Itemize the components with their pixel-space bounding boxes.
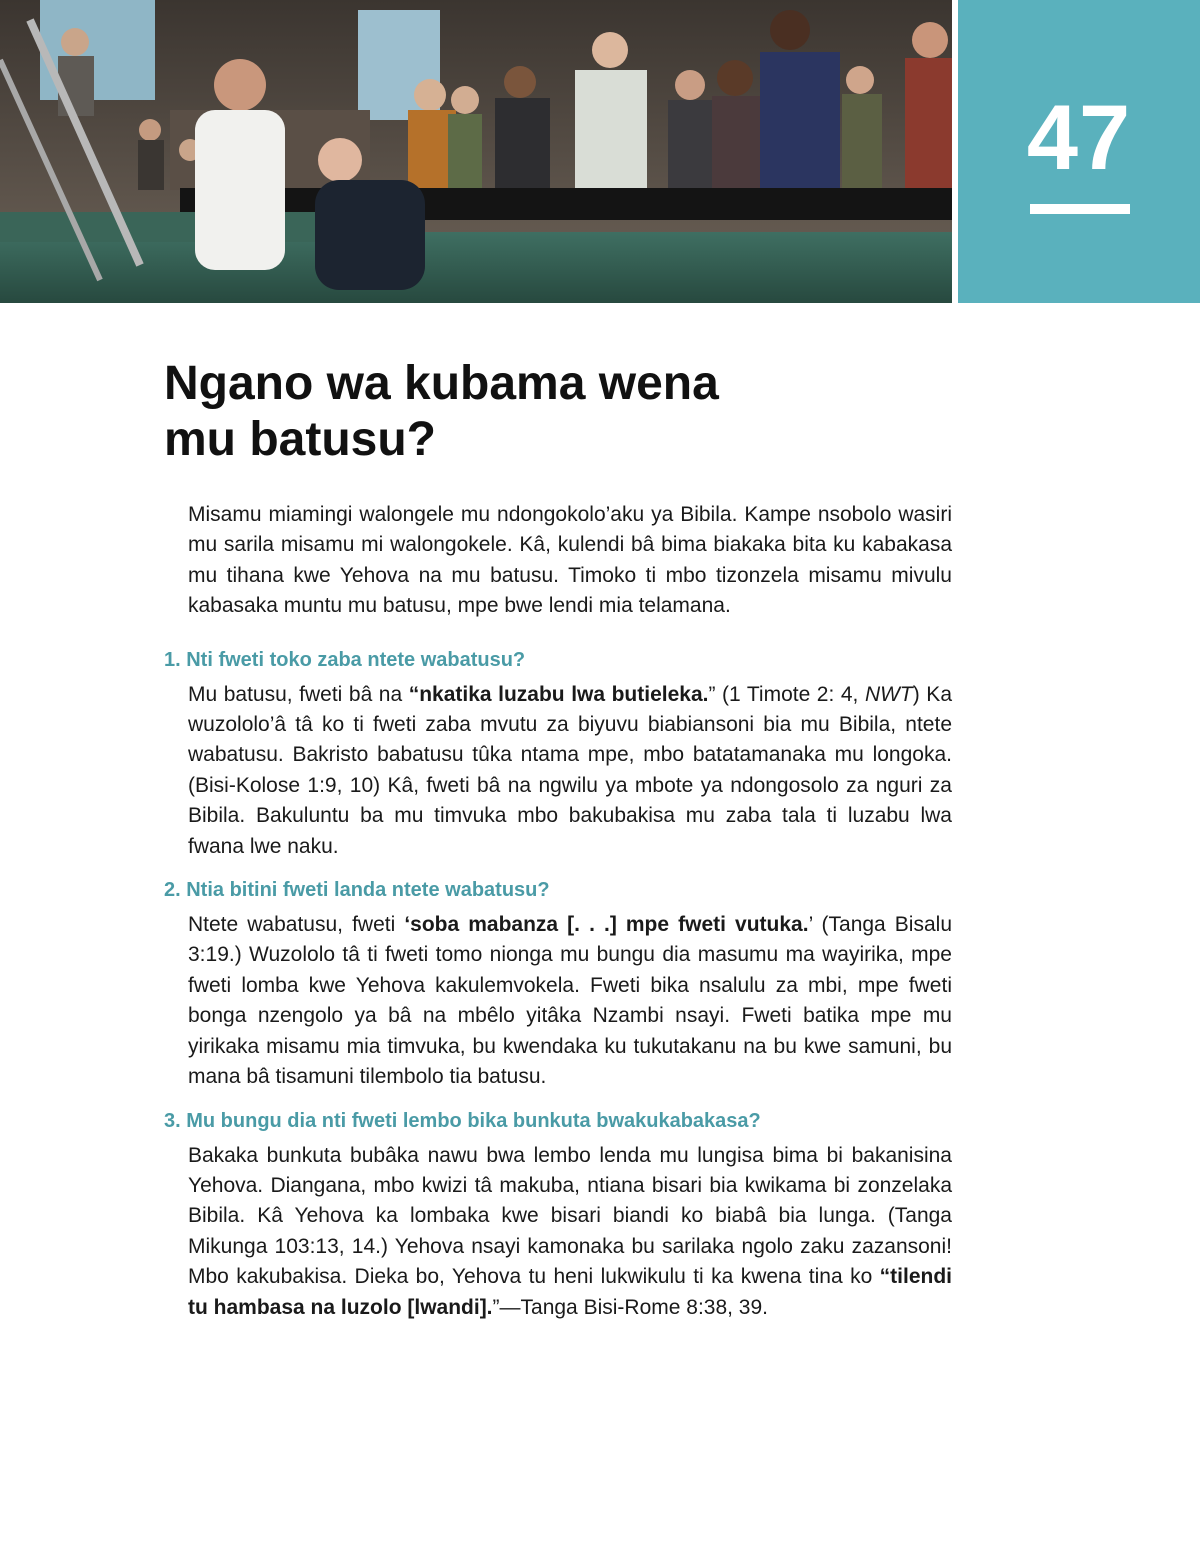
emphasis-text: “nkatika luzabu lwa butieleka. [408,682,709,706]
question-1-heading: 1. Nti fweti toko zaba ntete wabatusu? [164,648,526,671]
page-title-line-2: mu batusu? [164,413,436,466]
page-title-line-1: Ngano wa kubama wena [164,357,719,410]
question-2-heading: 2. Ntia bitini fweti landa ntete wabatusu? [164,879,550,902]
question-3-section [164,1107,952,1323]
lesson-number-underline [1030,204,1130,214]
emphasis-text: “tilendi tu hambasa na luzolo [lwandi]. [188,1265,952,1319]
question-1-answer: Mu batusu, fweti bâ na “nkatika luzabu lwa butieleka.” (1 Timote 2: 4, NWT) Ka wuzololo’â tâ ko ti fweti zaba mvutu za biyuvu biabiansoni bia mu Bibila, ntete wabatusu. Bakristo babatusu tûka ntama mpe, mbo batatamanaka mu longoka. (Bisi-Kolose 1:9, 10) Kâ, fweti bâ na ngwilu ya mbote ya ndongosolo za nguri za Bibila. Bakuluntu ba mu timvuka mbo bakubakisa mu zaba tala ti luzabu lwa fwana lwe naku. [188,682,952,858]
question-2-section [164,876,952,1092]
intro-paragraph: Misamu miamingi walongele mu ndongokolo’aku ya Bibila. Kampe nsobolo wasiri mu sarila misamu mi walongokele. Kâ, kulendi bâ bima biakaka bita ku kabakasa mu tihana kwe Yehova na mu batusu. Timoko ti mbo tizonzela misamu mivulu kabasaka muntu mu batusu, mpe bwe lendi mia telamana. [188,503,952,618]
question-2-answer: Ntete wabatusu, fweti ‘soba mabanza [. . .] mpe fweti vutuka.’ (Tanga Bisalu 3:19.) Wuzololo tâ ti fweti tomo nionga mu bungu dia masumu ma wayirika, mpe fweti lomba kwe Yehova kakulemvokela. Fweti bika nsalulu za mbi, mpe fweti bonga nzengolo ya bâ na mbêlo yitâka Nzambi nsayi. Fweti batika mpe mu yirikaka misamu mia timvuka, bu kwendaka ku tukutakanu na bu kwe samuni, bu mana bâ tisamuni tilembolo tia batusu. [188,913,952,1089]
lesson-number: 47 [1026,87,1132,189]
italic-text: NWT [864,682,913,706]
emphasis-text: ‘soba mabanza [. . .] mpe fweti vutuka. [404,913,809,937]
question-3-answer: Bakaka bunkuta bubâka nawu bwa lembo lenda mu lungisa bima bi bakanisina Yehova. Diangana, mbo kwizi tâ makuba, ntiana bisari bia kwikama bi zonzelaka Bibila. Kâ Yehova ka lombaka kwe bisari biandi ko biabâ bia lunga. (Tanga Mikunga 103:13, 14.) Yehova nsayi kamonaka bu sarilaka ngolo zaku zazansoni! Mbo kakubakisa. Dieka bo, Yehova tu heni lukwikulu ti ka kwena tina ko “tilendi tu hambasa na luzolo [lwandi].”—Tanga Bisi-Rome 8:38, 39. [188,1143,952,1319]
page-title [164,356,924,468]
lesson-body [164,500,952,1323]
question-3-heading: 3. Mu bungu dia nti fweti lembo bika bunkuta bwakukabakasa? [164,1109,761,1132]
lesson-number-panel [958,0,1200,303]
hero-photo [0,0,952,303]
question-1-section [164,646,952,862]
